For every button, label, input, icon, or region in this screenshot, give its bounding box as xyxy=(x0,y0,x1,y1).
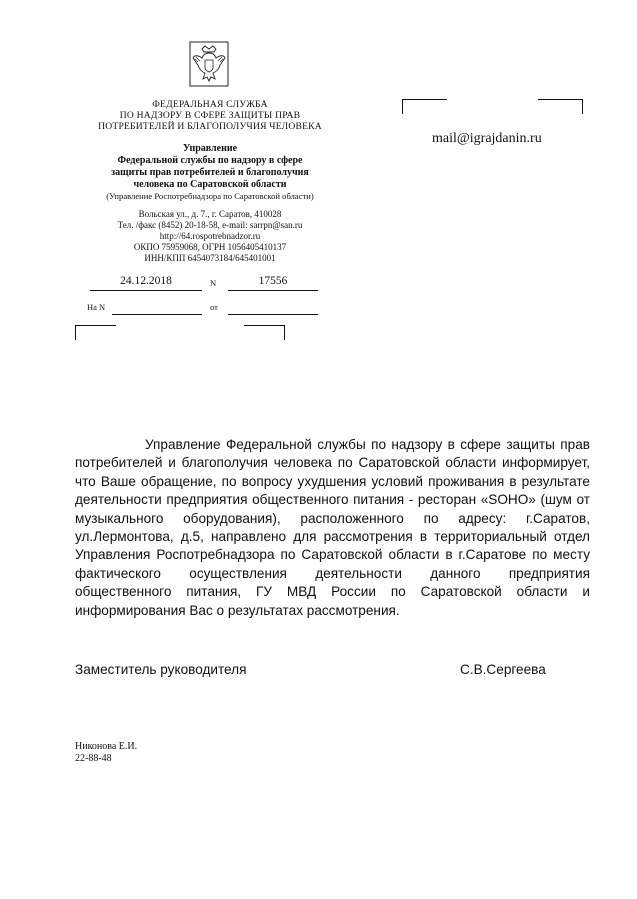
reply-number-underline xyxy=(112,314,202,315)
reply-date-underline xyxy=(228,314,318,315)
agency-name-line-3: ПОТРЕБИТЕЛЕЙ И БЛАГОПОЛУЧИЯ ЧЕЛОВЕКА xyxy=(98,121,322,132)
department-title-line-4: человека по Саратовской области xyxy=(133,179,287,190)
reply-date-label: от xyxy=(210,302,218,312)
okpo-ogrn-line: ОКПО 75959068, ОГРН 1056405410137 xyxy=(133,242,287,252)
recipient-bracket-left xyxy=(402,99,447,114)
left-bracket-right xyxy=(244,325,285,340)
recipient-email: mail@igrajdanin.ru xyxy=(432,131,542,146)
document-number: 17556 xyxy=(258,275,288,287)
inn-kpp-line: ИНН/КПП 6454073184/645401001 xyxy=(144,253,276,263)
department-title-line-3: защиты прав потребителей и благополучия xyxy=(111,167,309,178)
executor-phone: 22-88-48 xyxy=(75,753,112,764)
department-short-name: (Управление Роспотребнадзора по Саратовской области) xyxy=(106,191,314,201)
reply-number-label: На N xyxy=(87,302,106,312)
number-underline xyxy=(228,290,318,291)
left-bracket-left xyxy=(75,325,116,340)
letter-body: Управление Федеральной службы по надзору в сфере защиты прав потребителей и благополучия человека по Саратовской области информирует, что Ваше обращение, по вопросу ухудшения условий проживания в результате деятельности предприятия общественного питания - ресторан «SOHO» (шум от музыкального оборудования), расположенного по адресу: г.Саратов, ул.Лермонтова, д.5, направлено для рассмотрения в территориальный отдел Управления Роспотребнадзора по Саратовской области в г.Саратове по месту фактического осуществления деятельности данного предприятия общественного питания, ГУ МВД России по Саратовской области и информирования Вас о результатах рассмотрения. xyxy=(75,437,590,618)
number-label: N xyxy=(210,278,217,288)
date-underline xyxy=(90,290,202,291)
recipient-bracket-right xyxy=(538,99,583,114)
executor-name: Никонова Е.И. xyxy=(75,741,138,752)
website-line: http://64.rospotrebnadzor.ru xyxy=(159,231,261,241)
coat-of-arms-icon xyxy=(189,41,229,87)
phone-email-line: Тел. /факс (8452) 20-18-58, e-mail: sarrpn@san.ru xyxy=(117,220,303,230)
department-title-line-1: Управление xyxy=(182,143,238,154)
signer-position: Заместитель руководителя xyxy=(75,662,247,677)
document-date: 24.12.2018 xyxy=(120,275,172,287)
signer-name: С.В.Сергеева xyxy=(460,662,546,677)
agency-name-line-2: ПО НАДЗОРУ В СФЕРЕ ЗАЩИТЫ ПРАВ xyxy=(119,110,301,121)
department-title-line-2: Федеральной службы по надзору в сфере xyxy=(117,155,303,166)
address-line: Вольская ул., д. 7., г. Саратов, 410028 xyxy=(138,209,282,219)
agency-name-line-1: ФЕДЕРАЛЬНАЯ СЛУЖБА xyxy=(152,99,268,110)
